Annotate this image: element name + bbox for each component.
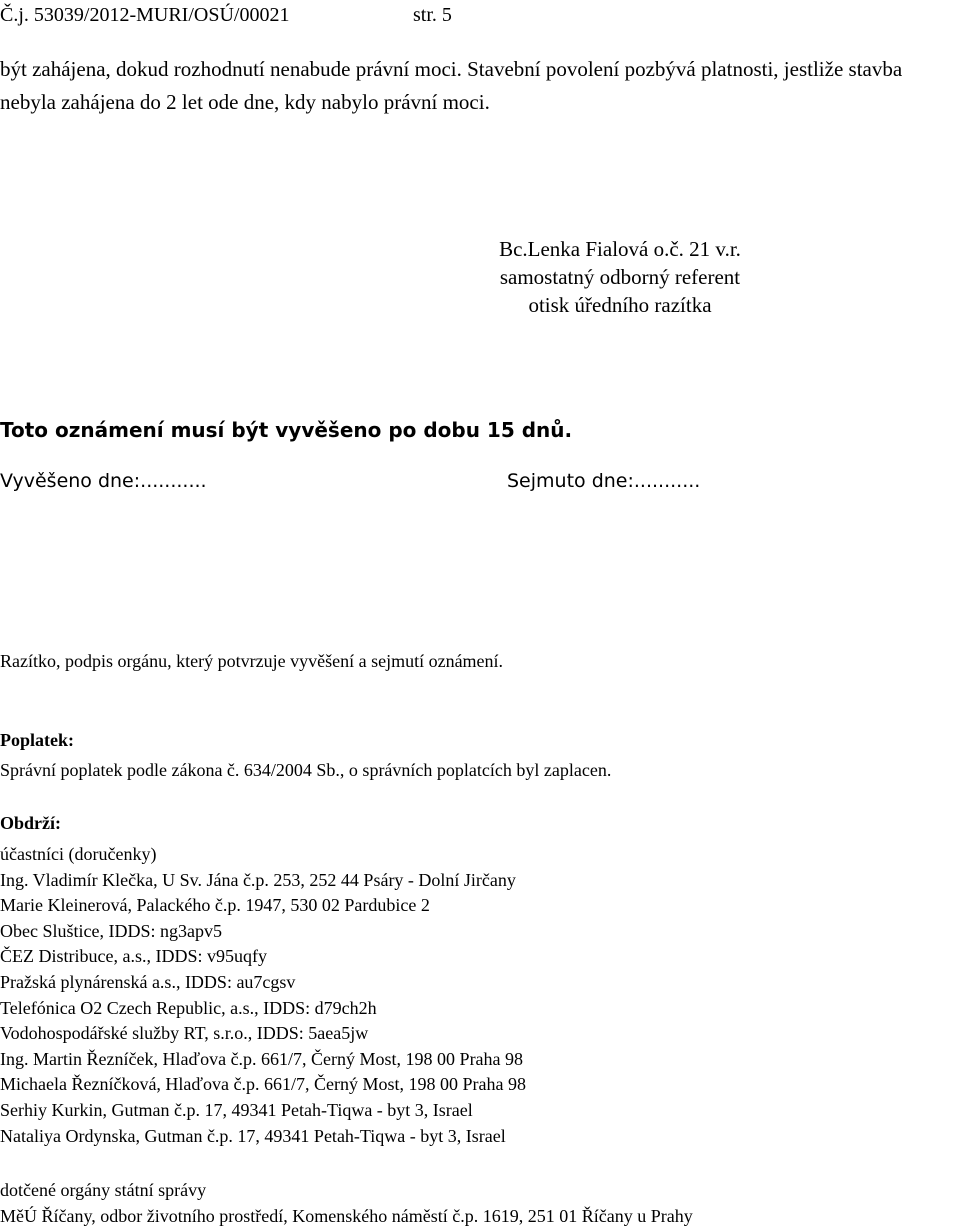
list-item: Pražská plynárenská a.s., IDDS: au7cgsv — [0, 971, 296, 992]
list-item: Ing. Martin Řezníček, Hlaďova č.p. 661/7, Černý Most, 198 00 Praha 98 — [0, 1048, 524, 1069]
list-item: Marie Kleinerová, Palackého č.p. 1947, 530 02 Pardubice 2 — [0, 895, 430, 916]
recipients-heading: Obdrží: — [0, 813, 61, 833]
list-item: Serhiy Kurkin, Gutman č.p. 17, 49341 Petah-Tiqwa - byt 3, Israel — [0, 1099, 473, 1120]
official-stamp-note: otisk úředního razítka — [528, 293, 712, 317]
reference-number: Č.j. 53039/2012-MURI/OSÚ/00021 — [0, 4, 290, 26]
list-item: Michaela Řezníčková, Hlaďova č.p. 661/7, Černý Most, 198 00 Praha 98 — [0, 1074, 527, 1095]
signatory-name: Bc.Lenka Fialová o.č. 21 v.r. — [499, 237, 741, 261]
fee-text: Správní poplatek podle zákona č. 634/2004 Sb., o správních poplatcích byl zaplacen. — [0, 760, 612, 780]
list-item: Vodohospodářské služby RT, s.r.o., IDDS: 5aea5jw — [0, 1023, 369, 1044]
list-item: ČEZ Distribuce, a.s., IDDS: v95uqfy — [0, 946, 267, 967]
posted-date: Vyvěšeno dne:........... — [0, 470, 207, 492]
stamp-signature-note: Razítko, podpis orgánu, který potvrzuje vyvěšení a sejmutí oznámení. — [0, 651, 504, 671]
list-item: Telefónica O2 Czech Republic, a.s., IDDS: d79ch2h — [0, 997, 377, 1018]
recipients-list — [0, 842, 526, 1149]
intro-paragraph: být zahájena, dokud rozhodnutí nenabude právní moci. Stavební povolení pozbývá platnosti, jestliže stavba nebyla zahájena do 2 let ode dne, kdy nabylo právní moci. — [0, 57, 903, 114]
page-number: str. 5 — [413, 4, 452, 26]
authorities-heading: dotčené orgány státní správy — [0, 1180, 207, 1200]
signatory-role: samostatný odborný referent — [499, 265, 741, 289]
fee-heading: Poplatek: — [0, 730, 74, 750]
removed-date: Sejmuto dne:........... — [507, 470, 701, 492]
list-item: Obec Sluštice, IDDS: ng3apv5 — [0, 920, 222, 941]
list-item: Nataliya Ordynska, Gutman č.p. 17, 49341 Petah-Tiqwa - byt 3, Israel — [0, 1125, 506, 1146]
list-item: účastníci (doručenky) — [0, 844, 157, 864]
list-item: MěÚ Říčany, odbor životního prostředí, Komenského náměstí č.p. 1619, 251 01 Říčany u Prahy — [0, 1206, 693, 1226]
posting-notice: Toto oznámení musí být vyvěšeno po dobu 15 dnů. — [0, 418, 573, 442]
list-item: Ing. Vladimír Klečka, U Sv. Jána č.p. 253, 252 44 Psáry - Dolní Jirčany — [0, 869, 516, 890]
